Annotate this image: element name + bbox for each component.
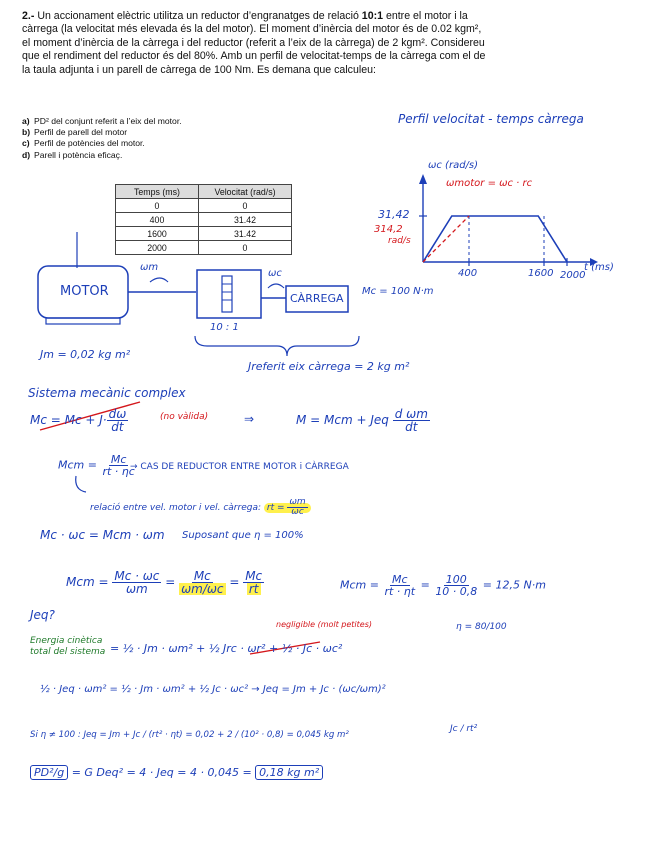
kinetic-energy-equation: = ½ · Jm · ωm² + ½ Jrc · ωr² + ½ · Jc · ωc² bbox=[110, 642, 343, 655]
gear-ratio-value: 10:1 bbox=[361, 10, 383, 22]
efficiency-assumption: Suposant que η = 100% bbox=[182, 530, 304, 541]
power-equation: Mc · ωc = Mcm · ωm bbox=[40, 528, 165, 542]
reducer-case-note: → CAS DE REDUCTOR ENTRE MOTOR i CÀRREGA bbox=[130, 462, 349, 472]
jc-rt-note: Jc / rt² bbox=[450, 724, 478, 734]
jeq-derivation: ½ · Jeq · ωm² = ½ · Jm · ωm² + ½ Jc · ωc² → Jeq = Jm + Jc · (ωc/ωm)² bbox=[40, 684, 386, 695]
question-item: b) Perfil de parell del motor bbox=[22, 127, 128, 138]
mcm-value: Mcm = $\frac{Mc}{rt \cdot \eta t}$ = $\frac{100}{10 \cdot 0,8}$ = 12,5 N·m bbox=[340, 573, 546, 598]
motor-base bbox=[46, 318, 120, 324]
relation-note: relació entre vel. motor i vel. càrrega: rt = $\frac{\omega m}{\omega c}$ bbox=[90, 498, 311, 517]
jeq-title: Jeq? bbox=[30, 608, 55, 622]
load-label: CÀRREGA bbox=[290, 292, 344, 305]
y-unit-red-label: rad/s bbox=[388, 236, 411, 246]
load-inertia-label: Jreferit eix càrrega = 2 kg m² bbox=[248, 360, 410, 373]
y-axis-arrow-icon bbox=[419, 174, 427, 184]
graph-title: Perfil velocitat - temps càrrega bbox=[398, 112, 584, 126]
ratio-label: 10 : 1 bbox=[210, 322, 239, 333]
load-speed-label: ωc bbox=[268, 268, 282, 279]
x-axis-label: t (ms) bbox=[584, 262, 614, 273]
problem-text-2: entre el motor i la càrrega (la velocitat més elevada és la del motor). El moment d’inèrcia del motor és de 0.02 kgm², el moment d’inèrcia de la càrrega i del reductor (referit a l’eix de la càrrega) de 2 kgm². Considereu que el rendiment del reductor és del 80%. Amb un perfil de velocitat-temps de la càrrega com el de la taula adjunta i un parell de càrrega de 100 Nm. Es demana que calculeu: bbox=[22, 10, 486, 76]
invalid-note: (no vàlida) bbox=[160, 412, 209, 422]
motor-inertia-label: Jm = 0,02 kg m² bbox=[40, 348, 131, 361]
efficiency-note: η = 80/100 bbox=[456, 622, 507, 632]
pd2-result: 0,18 kg m² bbox=[255, 765, 323, 780]
equation-invalid: Mc = Mc + J· $\frac{d\omega}{dt}$ bbox=[30, 407, 127, 434]
table-header: Velocitat (rad/s) bbox=[199, 185, 292, 199]
jeq-with-efficiency: Si η ≠ 100 : Jeq = Jm + Jc / (rt² · ηt) = 0,02 + 2 / (10² · 0,8) = 0,045 kg m² bbox=[30, 730, 349, 740]
y-value-red-label: 314,2 bbox=[374, 224, 403, 235]
table-row: 2000 0 bbox=[116, 241, 292, 255]
table-row: 0 0 bbox=[116, 199, 292, 213]
x-tick-label: 1600 bbox=[528, 268, 554, 279]
motor-speed-label: ωm bbox=[140, 262, 159, 273]
equation-motion: M = Mcm + Jeq $\frac{\text{d ωm}}{dt}$ bbox=[296, 407, 428, 434]
table-header: Temps (ms) bbox=[116, 185, 199, 199]
question-item: c) Perfil de potències del motor. bbox=[22, 138, 145, 149]
problem-number: 2.- bbox=[22, 10, 35, 22]
load-torque-label: Mc = 100 N·m bbox=[362, 286, 434, 297]
section-title: Sistema mecànic complex bbox=[28, 386, 186, 400]
motor-speed-formula: ωmotor = ωc · rc bbox=[446, 178, 533, 189]
rotation-arrow-icon bbox=[150, 278, 168, 282]
velocity-profile-line bbox=[423, 216, 567, 262]
gear-icon bbox=[222, 276, 232, 312]
x-tick-label: 2000 bbox=[560, 270, 586, 281]
problem-text-1: Un accionament elèctric utilitza un reductor d’engranatges de relació bbox=[34, 10, 362, 22]
motor-label: MOTOR bbox=[60, 284, 109, 299]
question-item: d) Parell i potència eficaç. bbox=[22, 149, 123, 160]
table-row: 1600 31.42 bbox=[116, 227, 292, 241]
x-tick-label: 400 bbox=[458, 268, 478, 279]
rotation-arrow-icon bbox=[268, 284, 284, 288]
table-row: 400 31.42 bbox=[116, 213, 292, 227]
gearbox-box bbox=[197, 270, 261, 318]
mcm-derivation: Mcm = $\frac{Mc \cdot \omega c}{\omega m}$ = $\frac{Mc}{\omega m/\omega c}$ = $\frac{Mc}{rt}$ bbox=[66, 569, 263, 596]
question-item: a) PD² del conjunt referit a l’eix del motor. bbox=[22, 116, 182, 126]
implies-arrow: ⇒ bbox=[244, 412, 255, 426]
y-value-label: 31,42 bbox=[378, 208, 410, 221]
pd2-equation: PD²/g = G Deq² = 4 · Jeq = 4 · 0,045 = 0,18 kg m² bbox=[30, 766, 323, 779]
relation-arrow-icon bbox=[76, 476, 86, 492]
mcm-equation: Mcm = $\frac{Mc}{rt \cdot \eta c}$ bbox=[58, 453, 135, 478]
kinetic-energy-label: Energia cinètica total del sistema bbox=[30, 636, 106, 657]
load-brace bbox=[195, 336, 359, 356]
y-axis-label: ωc (rad/s) bbox=[428, 160, 479, 171]
negligible-note: negligible (molt petites) bbox=[276, 620, 372, 629]
motor-ramp-line bbox=[423, 216, 469, 262]
